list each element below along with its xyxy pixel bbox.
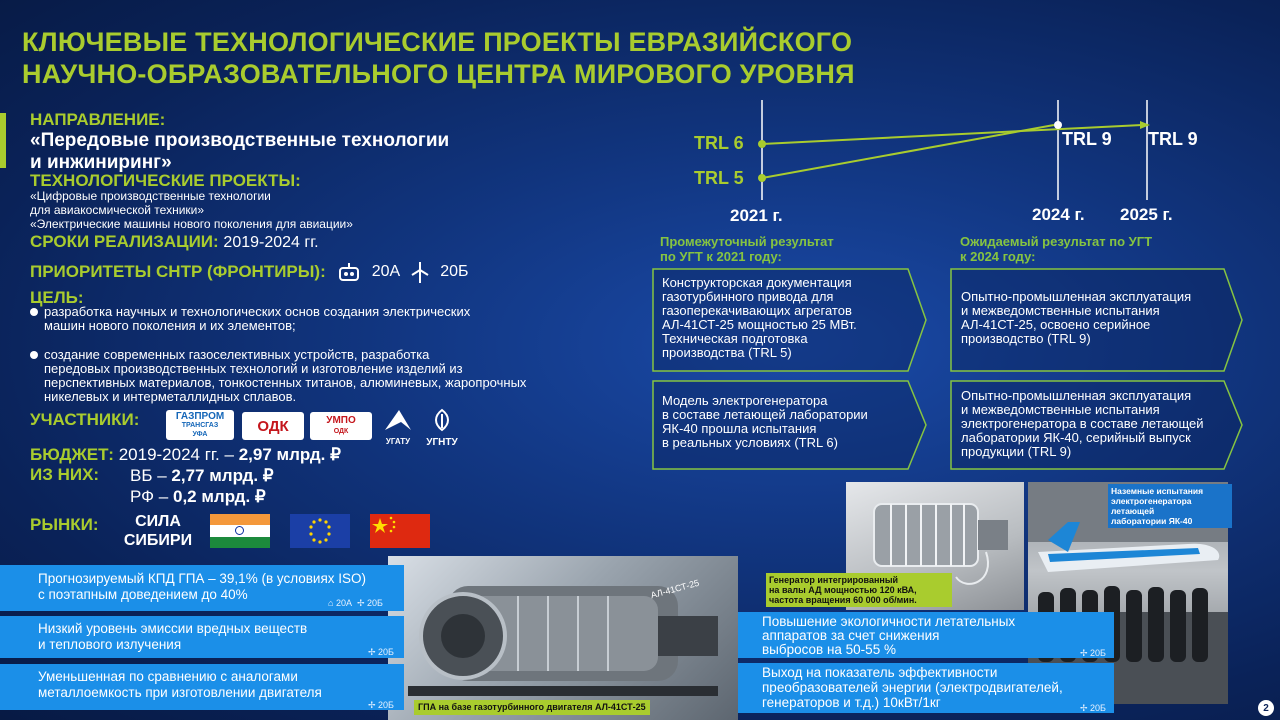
budget-value: 2,97 млрд. ₽ <box>238 445 341 464</box>
trl-right-2025: TRL 9 <box>1148 129 1198 149</box>
project-line-1: «Цифровые производственные технологии <box>30 189 271 203</box>
expected-head-line-1: Ожидаемый результат по УГТ <box>960 234 1153 249</box>
accent-bar <box>0 113 6 168</box>
bullet-dot <box>30 308 38 316</box>
bullet-dot <box>30 351 38 359</box>
priority-badge-20b: 20Б <box>440 263 469 280</box>
kpi-box-efficiency <box>0 565 404 611</box>
goal-bullet-2-line-1: создание современных газоселективных устройств, разработка <box>44 347 430 362</box>
direction-label: НАПРАВЛЕНИЕ: <box>30 110 166 129</box>
kpi-power-line-3: генераторов и т.д.) 10кВт/1кг <box>762 695 941 710</box>
gazprom-logo-sub: ТРАНСГАЗ <box>181 421 219 429</box>
tag-20b: 20Б <box>1090 648 1106 658</box>
generator-caption-line-2: на валы АД мощностью 120 кВА, <box>769 585 917 595</box>
goal-bullet-2 <box>30 348 640 404</box>
budget-vb-prefix: ВБ – <box>130 466 172 485</box>
title-line-2: НАУЧНО-ОБРАЗОВАТЕЛЬНОГО ЦЕНТРА МИРОВОГО УРОВНЯ <box>22 59 855 89</box>
kpi-emission-line-2: и теплового излучения <box>38 637 182 652</box>
project-line-2: для авиакосмической техники» <box>30 203 205 217</box>
tag-20a: 20А <box>335 598 352 608</box>
wind-turbine-icon <box>410 261 430 283</box>
kpi-efficiency-tags: ⌂ 20А ✢ 20Б <box>328 598 383 608</box>
gazprom-logo <box>166 410 234 440</box>
odk-logo-text: ОДК <box>257 417 289 435</box>
expected2-line-1: Опытно-промышленная эксплуатация <box>961 388 1192 403</box>
kpi-ecology-line-1: Повышение экологичности летательных <box>762 614 1016 629</box>
trl-right-2024: TRL 9 <box>1062 129 1112 149</box>
expected2-line-4: лаборатории ЯК-40, серийный выпуск <box>961 430 1191 445</box>
goal-bullet-2-line-3: перспективных материалов, тонкостенных титанов, алюминевых, жаропрочных <box>44 375 527 390</box>
arrow-head-icon <box>1140 121 1150 129</box>
ugatu-logo-text: УГАТУ <box>385 437 411 446</box>
market-line-1: СИЛА <box>135 513 181 530</box>
interim1-line-6: производства (TRL 5) <box>662 345 792 360</box>
trl-left-top: TRL 6 <box>694 133 744 153</box>
kpi-box-ecology <box>738 612 1114 658</box>
umpo-logo-sub: ОДК <box>333 428 349 435</box>
trl5-point <box>758 174 766 182</box>
ugntu-logo-text: УГНТУ <box>426 437 458 448</box>
india-flag-icon <box>210 514 270 548</box>
expected2-line-3: электрогенератора в составе летающей <box>961 416 1204 431</box>
budget-value-prefix: 2019-2024 гг. – <box>118 445 239 464</box>
budget-rf-prefix: РФ – <box>130 487 173 506</box>
eu-flag-icon <box>290 514 350 548</box>
goal-bullet-2-line-2: передовых производственных технологий и изготовление изделий из <box>44 361 463 376</box>
title-line-1: КЛЮЧЕВЫЕ ТЕХНОЛОГИЧЕСКИЕ ПРОЕКТЫ ЕВРАЗИЙСКОГО <box>22 27 853 57</box>
goal-bullet-1 <box>30 305 640 333</box>
markets-label: РЫНКИ: <box>30 515 99 534</box>
tag-20b: 20Б <box>378 700 394 710</box>
interim-head-line-2: по УГТ к 2021 году: <box>660 249 782 264</box>
goal-bullet-1-line-2: машин нового поколения и их элементов; <box>44 318 296 333</box>
direction-line-2: и инжиниринг» <box>30 152 172 173</box>
tag-20b: 20Б <box>378 647 394 657</box>
interim1-line-1: Конструкторская документация <box>662 275 852 290</box>
expected1-line-3: АЛ-41СТ-25, освоено серийное <box>961 317 1151 332</box>
expected1-line-2: и межведомственные испытания <box>961 303 1160 318</box>
odk-logo <box>242 412 304 440</box>
budget-rf-row <box>130 487 266 507</box>
year-2024: 2024 г. <box>1032 205 1085 224</box>
kpi-metal-line-2: металлоемкость при изготовлении двигателя <box>38 685 322 700</box>
projects-label: ТЕХНОЛОГИЧЕСКИЕ ПРОЕКТЫ: <box>30 171 301 190</box>
engine-label: АЛ-41СТ-25 <box>649 577 701 601</box>
interim2-line-2: в составе летающей лаборатории <box>662 407 868 422</box>
umpo-odk-logo <box>310 412 372 440</box>
expected-result-heading <box>960 234 1220 264</box>
gazprom-logo-name: ГАЗПРОМ <box>175 410 225 422</box>
gpa-photo <box>388 556 738 720</box>
ground-caption-line-1: Наземные испытания <box>1111 486 1204 496</box>
timing-row <box>30 232 319 252</box>
kpi-box-emission <box>0 616 404 658</box>
trl-left-bottom: TRL 5 <box>694 168 744 188</box>
goal-bullet-1-line-1: разработка научных и технологических основ создания электрических <box>44 304 471 319</box>
generator-caption <box>766 573 952 607</box>
budget-vb-value: 2,77 млрд. ₽ <box>171 466 274 485</box>
page-title <box>22 26 1022 90</box>
kpi-box-power-density <box>738 663 1114 713</box>
market-power-of-siberia <box>118 512 198 550</box>
budget-vb-row <box>130 466 274 486</box>
kpi-ecology-line-3: выбросов на 50-55 % <box>762 642 896 657</box>
timing-label: СРОКИ РЕАЛИЗАЦИИ: <box>30 232 219 251</box>
kpi-emission-tag: ✢ 20Б <box>368 647 394 657</box>
umpo-logo-text: УМПО <box>326 415 356 426</box>
interim-head-line-1: Промежуточный результат <box>660 234 834 249</box>
page-number: 2 <box>1258 700 1274 716</box>
budget-row <box>30 445 341 465</box>
direction-title <box>30 130 550 174</box>
kpi-emission-line-1: Низкий уровень эмиссии вредных веществ <box>38 621 308 636</box>
ugntu-emblem-icon <box>431 408 453 432</box>
gpa-photo-caption: ГПА на базе газотурбинного двигателя АЛ-41СТ-25 <box>414 700 650 715</box>
goal-bullet-2-line-4: никелевых и интерметаллидных сплавов. <box>44 389 297 404</box>
kpi-efficiency-line-2: с поэтапным доведением до 40% <box>38 587 248 602</box>
trl-timeline <box>650 100 1210 210</box>
interim1-line-4: АЛ-41СТ-25 мощностью 25 МВт. <box>662 317 857 332</box>
expected-result-2-text <box>961 389 1236 459</box>
timing-value: 2019-2024 гг. <box>223 234 319 251</box>
ground-caption-line-2: электрогенератора летающей <box>1111 496 1192 516</box>
project-line-3: «Электрические машины нового поколения для авиации» <box>30 217 353 231</box>
interim1-line-2: газотурбинного привода для <box>662 289 834 304</box>
budget-rf-value: 0,2 млрд. ₽ <box>172 487 266 506</box>
kpi-box-metal <box>0 664 404 710</box>
ugatu-logo <box>380 408 416 446</box>
ground-test-caption <box>1108 484 1232 528</box>
interim2-line-4: в реальных условиях (TRL 6) <box>662 435 838 450</box>
kpi-ecology-line-2: аппаратов за счет снижения <box>762 628 940 643</box>
expected-result-1-text <box>961 290 1231 346</box>
kpi-power-line-1: Выход на показатель эффективности <box>762 665 998 680</box>
interim-result-2-text <box>662 394 912 450</box>
budget-of-label: ИЗ НИХ: <box>30 465 100 484</box>
kpi-ecology-tag: ✢ 20Б <box>1080 648 1106 658</box>
generator-caption-line-1: Генератор интегрированный <box>769 575 899 585</box>
expected2-line-2: и межведомственные испытания <box>961 402 1160 417</box>
budget-label: БЮДЖЕТ: <box>30 445 114 464</box>
interim2-line-1: Модель электрогенератора <box>662 393 828 408</box>
expected-head-line-2: к 2024 году: <box>960 249 1036 264</box>
tag-20b: 20Б <box>367 598 383 608</box>
trl9-2024-point <box>1054 121 1062 129</box>
ugatu-emblem-icon <box>383 408 413 432</box>
expected1-line-1: Опытно-промышленная эксплуатация <box>961 289 1192 304</box>
ground-caption-line-3: лаборатории ЯК-40 <box>1111 516 1193 526</box>
kpi-power-line-2: преобразователей энергии (электродвигателей, <box>762 680 1063 695</box>
expected2-line-5: продукции (TRL 9) <box>961 444 1072 459</box>
year-2021: 2021 г. <box>730 206 783 225</box>
priority-badge-20a: 20А <box>371 263 401 280</box>
goal-label: ЦЕЛЬ: <box>30 288 84 307</box>
market-line-2: СИБИРИ <box>123 532 193 549</box>
china-flag-icon <box>370 514 430 548</box>
year-2025: 2025 г. <box>1120 205 1173 224</box>
kpi-metal-line-1: Уменьшенная по сравнению с аналогами <box>38 669 298 684</box>
interim2-line-3: ЯК-40 прошла испытания <box>662 421 817 436</box>
kpi-metal-tag: ✢ 20Б <box>368 700 394 710</box>
trl5-trajectory <box>762 125 1054 178</box>
ugntu-logo <box>420 408 464 446</box>
tag-20b: 20Б <box>1090 703 1106 713</box>
interim-result-1-text <box>662 276 912 360</box>
kpi-efficiency-line-1: Прогнозируемый КПД ГПА – 39,1% (в условиях ISO) <box>38 571 367 586</box>
interim1-line-5: Техническая подготовка <box>662 331 808 346</box>
trl6-point <box>758 140 766 148</box>
kpi-power-tag: ✢ 20Б <box>1080 703 1106 713</box>
priorities-label: ПРИОРИТЕТЫ СНТР (ФРОНТИРЫ): <box>30 262 326 281</box>
interim-result-heading <box>660 234 920 264</box>
expected1-line-4: производство (TRL 9) <box>961 331 1091 346</box>
priorities-row <box>30 261 469 283</box>
interim1-line-3: газоперекачивающих агрегатов <box>662 303 852 318</box>
direction-line-1: «Передовые производственные технологии <box>30 130 450 151</box>
generator-caption-line-3: частота вращения 60 000 об/мин. <box>769 595 917 605</box>
robot-icon <box>336 262 362 282</box>
gazprom-logo-city: УФА <box>192 430 208 438</box>
participants-label: УЧАСТНИКИ: <box>30 410 140 429</box>
